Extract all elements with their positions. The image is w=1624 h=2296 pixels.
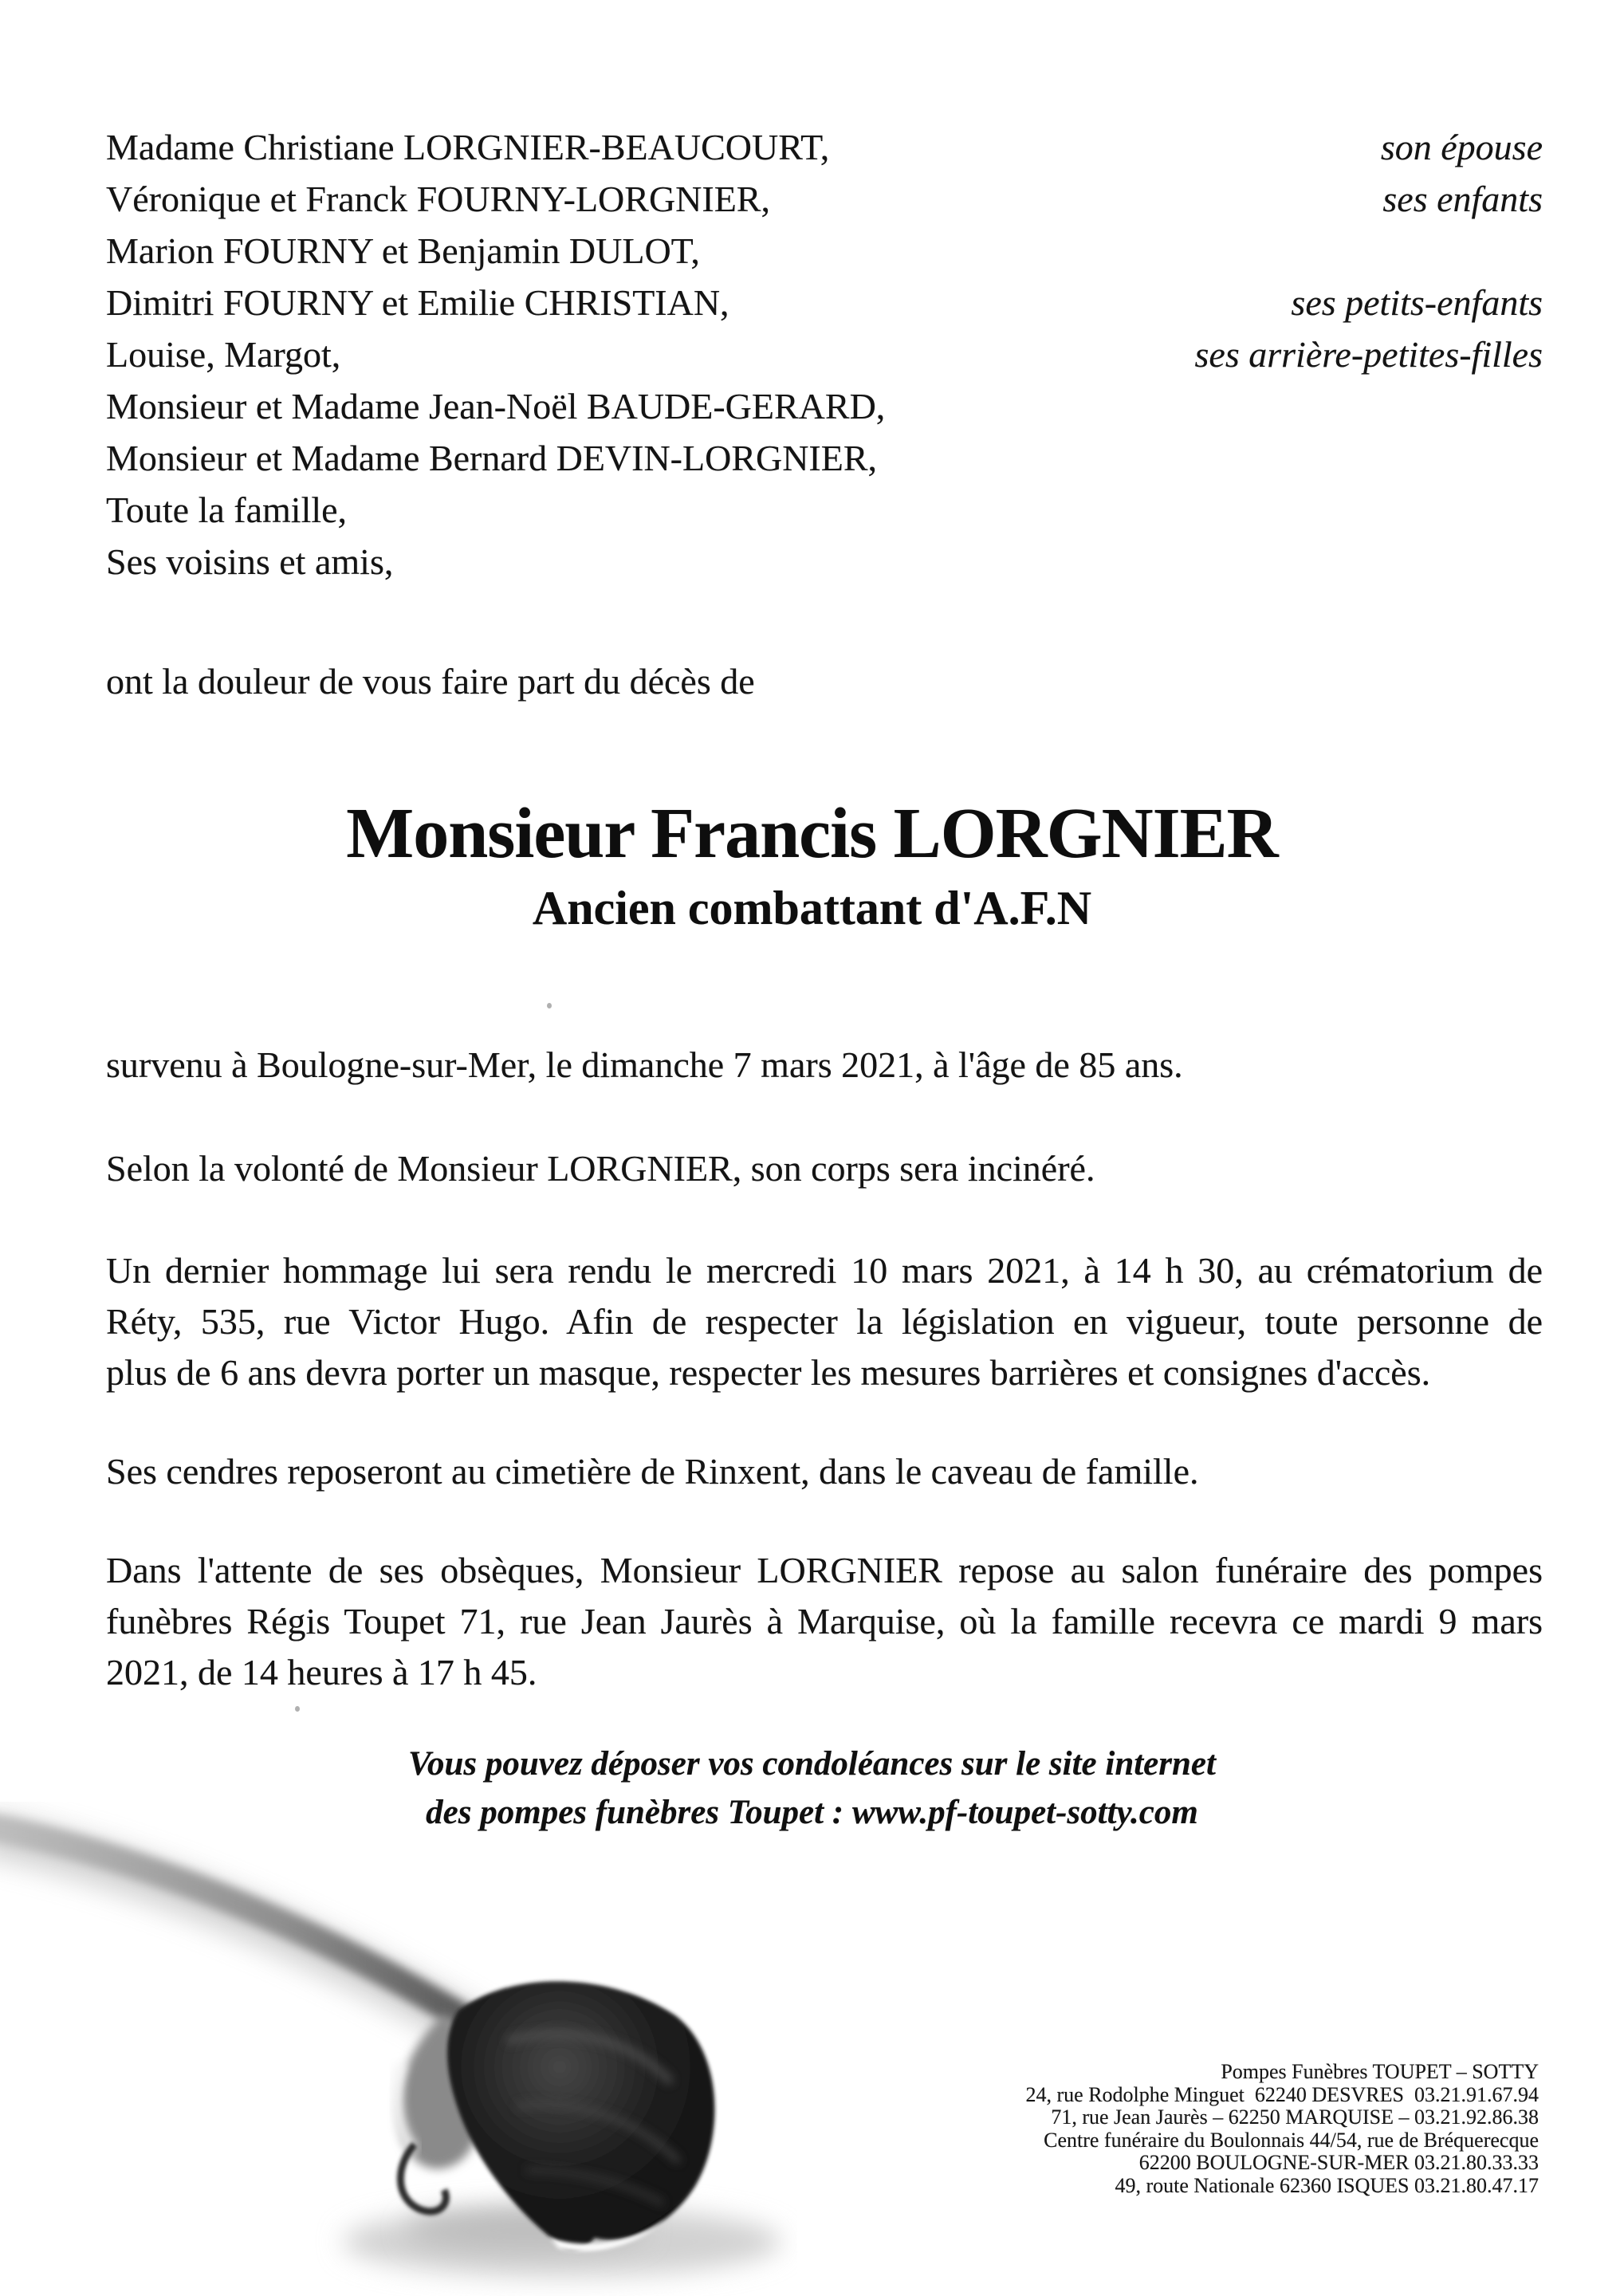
family-relation-label: ses arrière-petites-filles — [1194, 334, 1543, 375]
calla-lily-illustration — [0, 1802, 797, 2296]
family-member-name: Marion FOURNY et Benjamin DULOT, — [106, 230, 700, 271]
family-row — [106, 328, 1543, 380]
family-list — [106, 121, 1543, 588]
footer-company-name: Pompes Funèbres TOUPET – SOTTY — [1221, 2060, 1539, 2083]
family-member-name: Monsieur et Madame Jean-Noël BAUDE-GERARD, — [106, 386, 886, 427]
paragraph-visitation-details — [106, 1545, 1543, 1698]
footer-address-line: 24, rue Rodolphe Minguet 62240 DESVRES 03.21.91.67.94 — [1025, 2082, 1539, 2106]
paragraph-line: Dans l'attente de ses obsèques, Monsieur LORGNIER repose au salon funéraire des pompes — [106, 1550, 1543, 1590]
family-row — [106, 173, 1543, 225]
paragraph-line: Réty, 535, rue Victor Hugo. Afin de respecter la législation en vigueur, toute personne de — [106, 1301, 1543, 1342]
family-relation-label: son épouse — [1380, 127, 1543, 167]
family-row — [106, 225, 1543, 277]
condolences-line-website: des pompes funèbres Toupet : www.pf-toupet-sotty.com — [426, 1794, 1198, 1831]
footer-address-line: Centre funéraire du Boulonnais 44/54, rue de Bréquerecque — [1044, 2128, 1539, 2152]
paragraph-line: funèbres Régis Toupet 71, rue Jean Jaurès à Marquise, où la famille recevra ce mardi 9 mars — [106, 1601, 1543, 1641]
condolences-line: Vous pouvez déposer vos condoléances sur le site internet — [408, 1745, 1216, 1783]
family-row — [106, 121, 1543, 173]
family-row — [106, 484, 1543, 536]
family-member-name: Véronique et Franck FOURNY-LORGNIER, — [106, 179, 770, 219]
footer-address-line: 71, rue Jean Jaurès – 62250 MARQUISE – 03.21.92.86.38 — [1051, 2105, 1539, 2129]
scan-artifact-dot — [547, 1003, 552, 1008]
footer-address-line: 49, route Nationale 62360 ISQUES 03.21.80.47.17 — [1115, 2173, 1539, 2197]
paragraph-tribute-ceremony — [106, 1245, 1543, 1398]
scan-artifact-dot — [295, 1706, 300, 1712]
family-row — [106, 380, 1543, 432]
paragraph-death-details: survenu à Boulogne-sur-Mer, le dimanche 7 mars 2021, à l'âge de 85 ans. — [106, 1044, 1183, 1085]
family-member-name: Ses voisins et amis, — [106, 541, 394, 582]
family-member-name: Toute la famille, — [106, 489, 348, 530]
paragraph-line: 2021, de 14 heures à 17 h 45. — [106, 1652, 537, 1693]
family-member-name: Louise, Margot, — [106, 334, 341, 375]
family-relation-label: ses petits-enfants — [1291, 282, 1543, 323]
paragraph-cremation-wish: Selon la volonté de Monsieur LORGNIER, son corps sera incinéré. — [106, 1148, 1095, 1189]
family-member-name: Madame Christiane LORGNIER-BEAUCOURT, — [106, 127, 830, 167]
family-member-name: Monsieur et Madame Bernard DEVIN-LORGNIER, — [106, 438, 878, 478]
footer-address-line: 62200 BOULOGNE-SUR-MER 03.21.80.33.33 — [1138, 2151, 1539, 2175]
family-member-name: Dimitri FOURNY et Emilie CHRISTIAN, — [106, 282, 729, 323]
announcement-line: ont la douleur de vous faire part du décès de — [106, 661, 755, 702]
flower-stem-halo — [0, 1834, 498, 2045]
paragraph-line: Un dernier hommage lui sera rendu le mercredi 10 mars 2021, à 14 h 30, au crématorium de — [106, 1250, 1543, 1291]
paragraph-line: plus de 6 ans devra porter un masque, respecter les mesures barrières et consignes d'accès. — [106, 1352, 1431, 1393]
funeral-home-footer — [1026, 2061, 1539, 2198]
deceased-name-title: Monsieur Francis LORGNIER — [346, 794, 1278, 873]
family-row — [106, 277, 1543, 328]
family-row — [106, 432, 1543, 484]
family-relation-label: ses enfants — [1382, 179, 1543, 219]
paragraph-ashes-resting-place: Ses cendres reposeront au cimetière de Rinxent, dans le caveau de famille. — [106, 1451, 1199, 1492]
calla-lily-photo — [0, 1802, 797, 2296]
deceased-distinction-subtitle: Ancien combattant d'A.F.N — [532, 882, 1092, 934]
family-row — [106, 536, 1543, 588]
